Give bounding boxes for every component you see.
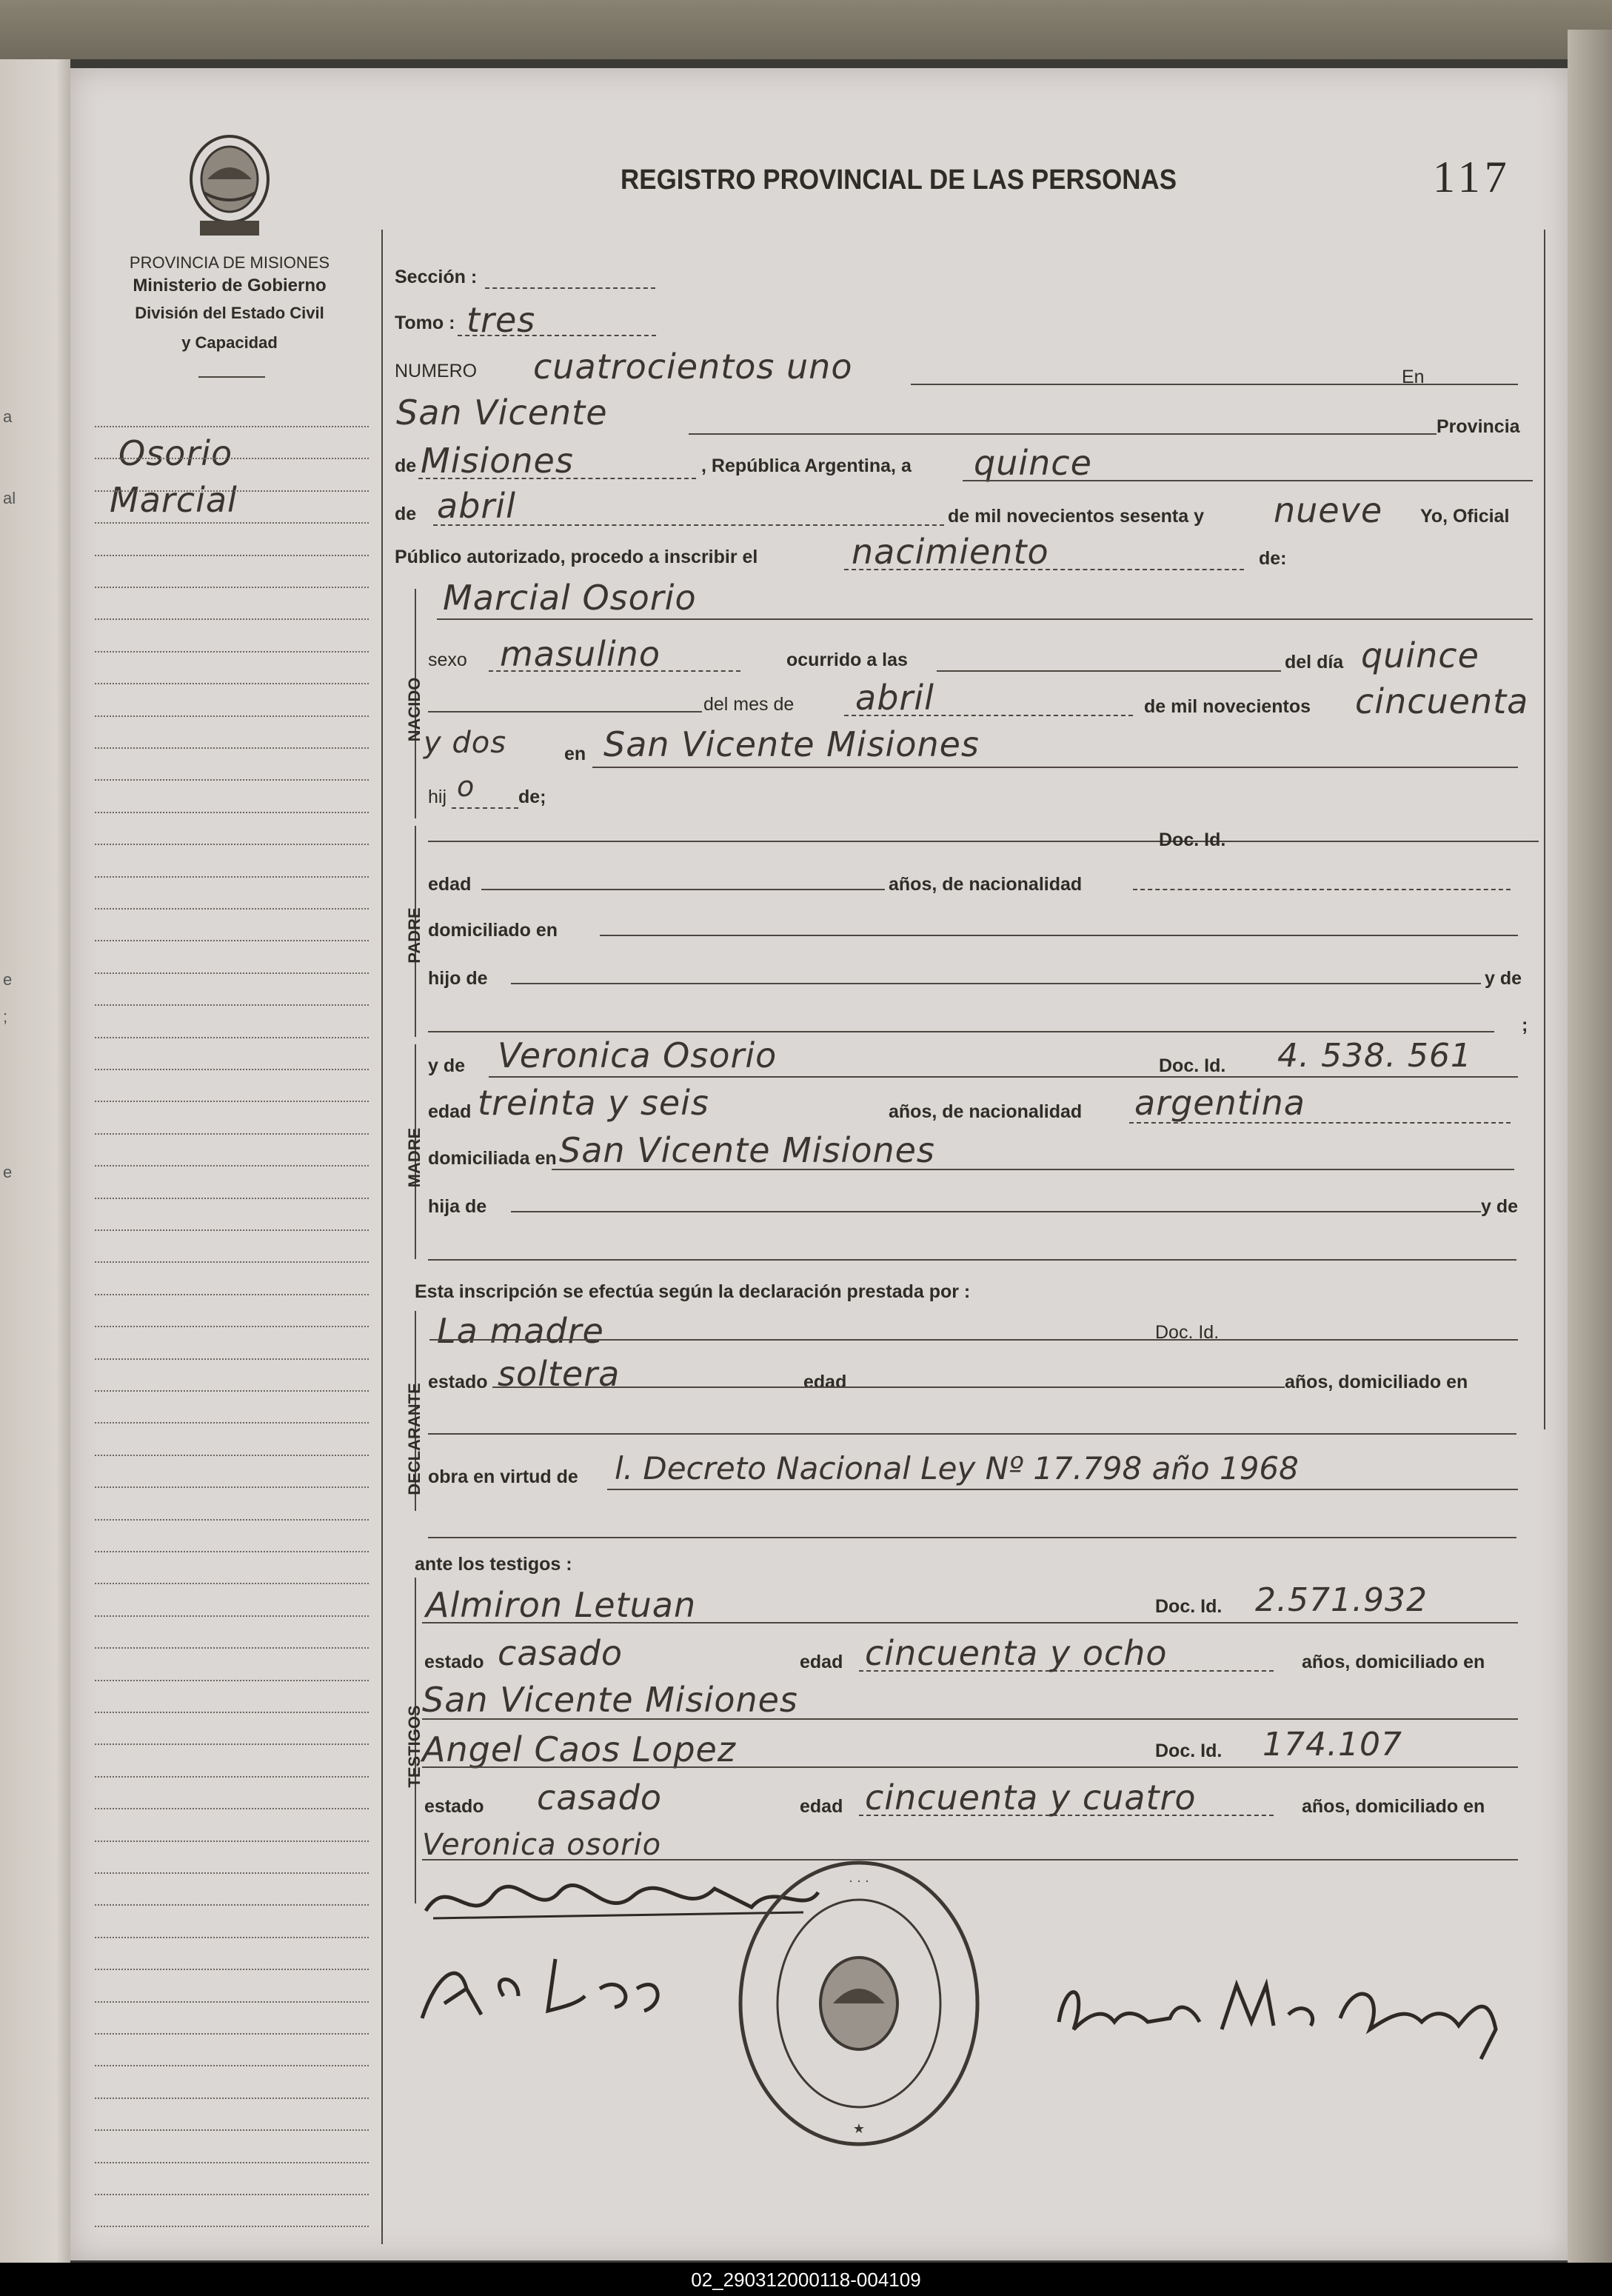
declarante-estado-value: soltera [498,1354,621,1394]
margin-mark: e [3,1163,13,1181]
left-facing-page [0,59,70,2263]
stub-rule [95,940,369,941]
margin-mark: e [3,970,13,989]
del-mes-label: del mes de [703,694,795,715]
padre-section-label: PADRE [405,907,424,964]
nacido-year-label: de mil novecientos [1144,696,1311,717]
form-right-border [1544,230,1545,1429]
w1-domicilio-line [422,1718,1518,1720]
madre-nacionalidad-line [1129,1122,1511,1124]
madre-name-value: Veronica Osorio [498,1035,777,1075]
madre-domicilio-label: domiciliada en [428,1148,557,1169]
obra-line-2 [428,1537,1516,1538]
padre-y-de-label: y de [1485,968,1522,989]
stub-rule [95,1294,369,1295]
w2-estado-label: estado [424,1796,484,1817]
stub-rule [95,1712,369,1713]
hijo-line [452,807,518,809]
declarante-domicilio-line [428,1433,1516,1435]
en-label: En [1402,367,1425,387]
madre-y-de-label: y de [428,1055,466,1076]
svg-text:· · ·: · · · [849,1873,869,1888]
signature-official [1044,1963,1518,2066]
stub-rule [95,1326,369,1327]
stub-rule [95,2162,369,2163]
nacido-day-value: quince [1361,635,1479,675]
registry-title: REGISTRO PROVINCIAL DE LAS PERSONAS [621,164,1177,196]
padre-domicilio-label: domiciliado en [428,920,558,941]
stub-rule [95,490,369,492]
w1-doc-value: 2.571.932 [1255,1581,1428,1619]
declarante-name-line [429,1339,1518,1341]
obra-line [607,1489,1518,1490]
seccion-label: Sección : [395,267,478,287]
issuer-ministry: Ministerio de Gobierno [133,276,327,296]
stub-rule [95,1165,369,1167]
declarante-name-value: La madre [437,1311,604,1351]
stub-rule [95,522,369,524]
divider [198,376,265,378]
madre-edad-value: treinta y seis [478,1083,709,1123]
margin-mark: al [3,489,16,507]
obra-label: obra en virtud de [428,1466,578,1487]
date-day-line [963,480,1533,481]
w2-estado-value: casado [537,1778,662,1818]
republica-label: , República Argentina, a [701,455,912,476]
nacido-name-value: Marcial Osorio [443,578,697,618]
sexo-line [489,670,740,672]
stub-rule [95,1615,369,1617]
sexo-value: masulino [500,634,660,674]
w2-edad-label: edad [800,1796,843,1817]
nacido-name-line [437,618,1533,620]
stub-rule [95,651,369,653]
stub-rule [95,2098,369,2099]
nacido-month-value: abril [855,678,934,718]
stub-rule [95,426,369,427]
padre-nacionalidad-line [1133,889,1511,890]
tomo-value: tres [466,300,536,340]
padre-edad-label: edad [428,874,472,895]
stub-rule [95,2226,369,2227]
nacido-section-label: NACIDO [405,677,424,742]
w2-name-line [422,1766,1518,1768]
stub-rule [95,458,369,459]
stub-rule [95,1551,369,1552]
image-code: 02_290312000118-004109 [691,2269,921,2291]
year-prefix-label: de mil novecientos sesenta y [948,506,1204,527]
w1-doc-label: Doc. Id. [1155,1596,1223,1617]
madre-doc-label: Doc. Id. [1159,1055,1226,1076]
book-edge [1568,30,1612,2263]
stub-rule [95,1390,369,1392]
padre-doc-label: Doc. Id. [1159,830,1226,850]
w1-edad-label: edad [800,1652,843,1672]
stub-rule [95,1037,369,1038]
padre-nacionalidad-label: años, de nacionalidad [889,874,1083,895]
stub-rule [95,812,369,813]
madre-hija-de-line [511,1211,1481,1212]
declarante-edad-line [492,1386,1285,1388]
stub-rule [95,2065,369,2066]
svg-text:★: ★ [852,2121,866,2136]
w1-domicilio-value: San Vicente Misiones [422,1680,798,1720]
stub-rule [95,908,369,910]
nacido-place-value: San Vicente Misiones [603,724,980,764]
date-day-value: quince [974,443,1092,483]
madre-y-de2-line [428,1259,1516,1261]
stub-rule [95,2033,369,2035]
de2-label: de [395,504,417,524]
stub-rule [95,1969,369,1970]
madre-doc-value: 4. 538. 561 [1277,1037,1472,1075]
de-colon-label: de: [1259,548,1287,569]
issuer-province: PROVINCIA DE MISIONES [129,253,330,272]
madre-nacionalidad-label: años, de nacionalidad [889,1101,1083,1122]
del-mes-line [428,711,702,713]
w2-domicilio-label: años, domiciliado en [1302,1796,1485,1817]
w1-edad-value: cincuenta y ocho [865,1633,1168,1673]
margin-mark: a [3,407,13,426]
stub-rule [95,1841,369,1842]
stub-rule [95,715,369,717]
act-line [844,569,1244,570]
stub-rule [95,1647,369,1649]
obra-value: l. Decreto Nacional Ley Nº 17.798 año 1968 [615,1450,1299,1486]
place-value: San Vicente [396,393,608,433]
sexo-label: sexo [428,650,467,670]
stub-rule [95,2001,369,2003]
declarante-estado-label: estado [428,1372,488,1392]
stub-rule [95,1808,369,1809]
stub-rule [95,1004,369,1006]
signature-witness-2 [415,1944,681,2026]
del-dia-label: del día [1285,652,1344,673]
official-seal-icon [733,1855,985,2152]
w2-doc-value: 174.107 [1262,1726,1402,1763]
stub-rule [95,876,369,878]
madre-nacionalidad-value: argentina [1134,1083,1305,1123]
issuer-capacity: y Capacidad [181,333,278,352]
nacido-place-line [592,767,1518,768]
w2-edad-line [859,1815,1274,1816]
madre-domicilio-value: San Vicente Misiones [559,1130,935,1170]
hijo-de-label: de; [518,787,546,807]
stub-rule [95,618,369,620]
stub-rule [95,1422,369,1424]
date-month-value: abril [437,486,516,526]
provincia-label: Provincia [1437,416,1520,437]
padre-semicolon: ; [1522,1015,1528,1035]
stub-rule [95,2194,369,2195]
oficial-label: Yo, Oficial [1420,506,1510,527]
stub-rule [95,1358,369,1360]
image-footer-bar [0,2263,1612,2296]
date-month-line [433,524,944,526]
hijo-label: hij [428,787,447,807]
stub-rule [95,844,369,845]
stub-rule [95,1261,369,1263]
testigos-section-label: TESTIGOS [405,1705,424,1788]
ocurrido-line [937,670,1281,672]
declarante-intro: Esta inscripción se efectúa según la declaración prestada por : [415,1281,971,1302]
stub-rule [95,779,369,781]
de-label: de [395,455,417,476]
stub-rule [95,1101,369,1102]
ocurrido-label: ocurrido a las [786,650,908,670]
stub-rule [95,972,369,974]
stub-rule [95,683,369,684]
w1-edad-line [859,1670,1274,1672]
year-value: nueve [1274,490,1383,530]
madre-section-label: MADRE [405,1127,424,1188]
numero-line [911,384,1518,385]
stub-rule [95,1455,369,1456]
province-value: Misiones [421,441,574,481]
padre-hijo-de-line [511,983,1481,984]
stub-rule [95,587,369,588]
madre-domicilio-line [552,1169,1514,1170]
tomo-label: Tomo : [395,313,455,333]
inscribir-label: Público autorizado, procedo a inscribir el [395,547,758,567]
madre-edad-label: edad [428,1101,472,1122]
issuer-division: División del Estado Civil [135,304,324,322]
madre-hija-de-label: hija de [428,1196,487,1217]
stub-rule [95,747,369,749]
stub-rule [95,1519,369,1521]
madre-y-de2-label: y de [1481,1196,1519,1217]
w1-estado-value: casado [498,1633,623,1673]
book-cover [0,0,1612,59]
province-line [418,478,696,479]
w1-name-line [422,1622,1518,1623]
stub-rule [95,555,369,556]
stub-rule [95,1198,369,1199]
numero-value: cuatrocientos uno [533,347,853,387]
declarante-doc-label: Doc. Id. [1155,1322,1220,1343]
act-value: nacimiento [852,532,1049,572]
margin-surname: Osorio [118,433,233,473]
declarante-edad-label: edad [803,1372,847,1392]
stub-rule [95,1937,369,1938]
nacido-year-value-2: y dos [424,726,507,760]
w2-name-value: Angel Caos Lopez [422,1729,736,1769]
provincial-crest-icon [178,133,281,244]
tomo-line [458,335,656,336]
declarante-domicilio-label: años, domiciliado en [1285,1372,1468,1392]
testigos-intro: ante los testigos : [415,1554,572,1575]
w1-domicilio-label: años, domiciliado en [1302,1652,1485,1672]
page-number: 117 [1433,153,1511,201]
w2-doc-label: Doc. Id. [1155,1741,1223,1761]
w1-name-value: Almiron Letuan [426,1585,697,1625]
stub-rule [95,1583,369,1584]
hijo-value: o [457,770,475,803]
nacido-en-label: en [564,744,586,764]
padre-domicilio-line [600,935,1518,936]
stub-rule [95,1133,369,1135]
stub-rule [95,1680,369,1681]
nacido-year-value-1: cincuenta [1355,681,1529,721]
margin-given-name: Marcial [110,480,238,520]
stub-rule [95,2129,369,2131]
stub-rule [95,1229,369,1231]
madre-name-line [489,1076,1518,1078]
w1-estado-label: estado [424,1652,484,1672]
numero-label: NUMERO [395,361,478,381]
stub-divider [381,230,383,2244]
stub-rule [95,1872,369,1874]
declarante-section-label: DECLARANTE [405,1383,424,1495]
stub-rule [95,1743,369,1745]
stub-rule [95,1486,369,1488]
stub-rule [95,1776,369,1778]
seccion-line [485,287,655,289]
signature-declarant: Veronica osorio [422,1828,662,1862]
padre-edad-line [481,889,885,890]
w2-edad-value: cincuenta y cuatro [865,1778,1197,1818]
padre-y-de-line [428,1031,1494,1032]
margin-mark: ; [3,1007,8,1026]
stub-rule [95,1069,369,1070]
padre-name-line [428,841,1539,842]
nacido-month-line [844,715,1133,716]
padre-hijo-de-label: hijo de [428,968,488,989]
place-line [689,433,1437,435]
stub-rule [95,1904,369,1906]
